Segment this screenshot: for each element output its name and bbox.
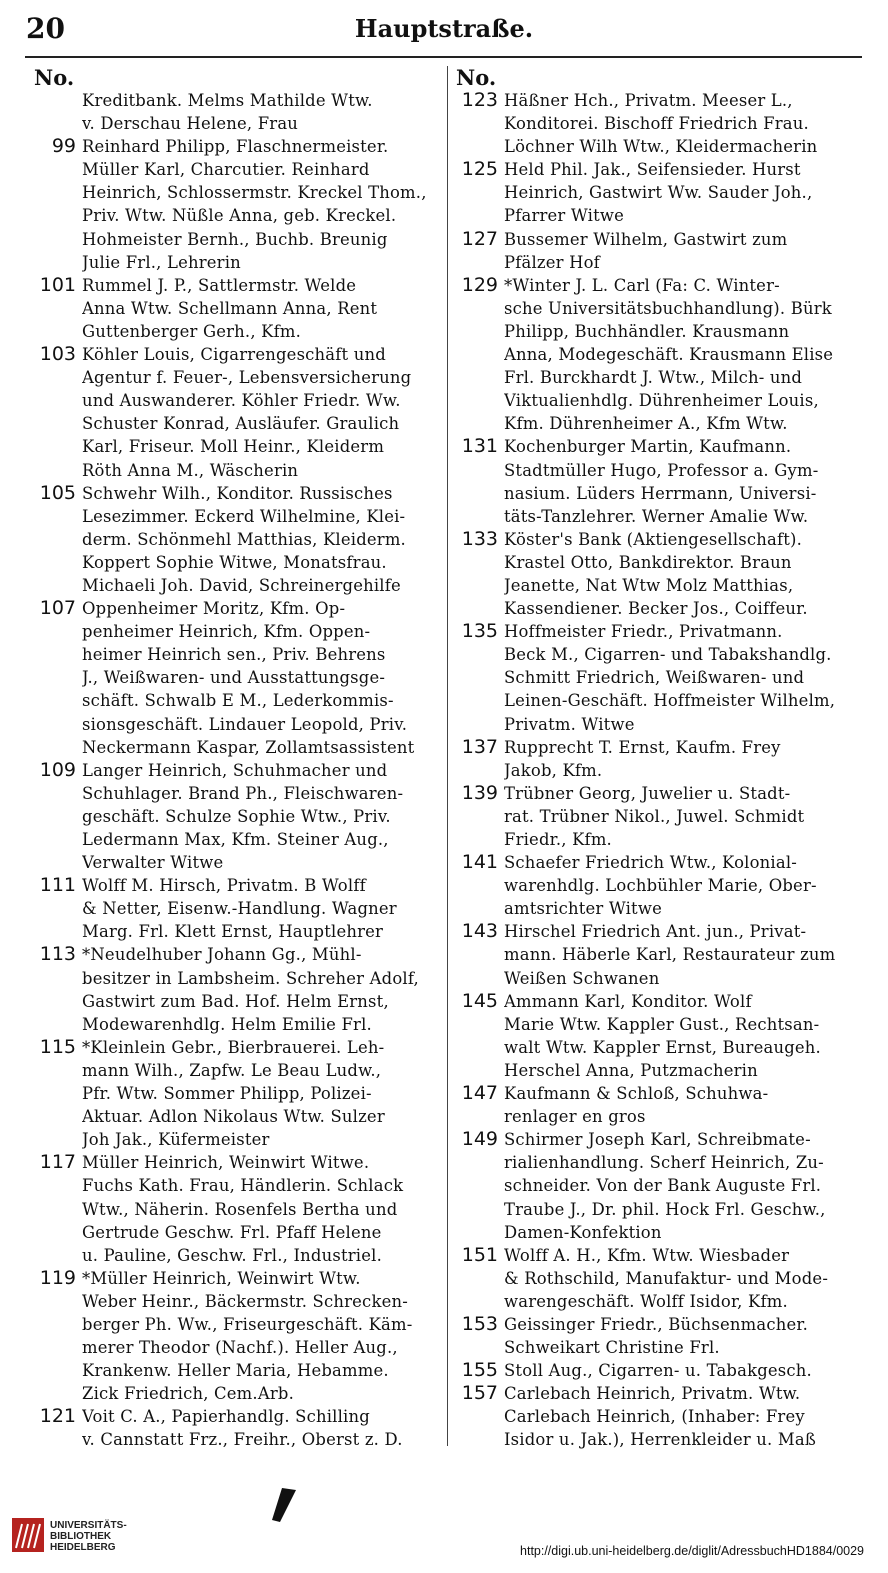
entry-line: amtsrichter Witwe [504, 899, 662, 919]
house-entry [452, 274, 864, 436]
entry-line: Guttenberger Gerh., Kfm. [82, 321, 302, 341]
entry-line: Michaeli Joh. David, Schreinergehilfe [82, 575, 401, 595]
entry-line: Bussemer Wilhelm, Gastwirt zum [504, 229, 788, 249]
house-entry [452, 1313, 864, 1359]
page-title: Hauptstraße. [354, 14, 534, 43]
house-entry [30, 759, 440, 874]
entry-line: Röth Anna M., Wäscherin [82, 460, 299, 480]
entry-line: walt Wtw. Kappler Ernst, Bureaugeh. [504, 1037, 821, 1057]
entry-text [504, 920, 864, 989]
entry-line: Traube J., Dr. phil. Hock Frl. Geschw., [504, 1199, 826, 1219]
entry-line: v. Derschau Helene, Frau [82, 114, 299, 134]
entry-line: Viktualienhdlg. Dührenheimer Louis, [504, 391, 819, 411]
entry-line: Zick Friedrich, Cem.Arb. [82, 1384, 294, 1404]
entry-text [504, 1082, 864, 1128]
house-number: 147 [461, 1082, 498, 1105]
entry-text [504, 620, 864, 735]
entry-line: Pfr. Wtw. Sommer Philipp, Polizei- [82, 1084, 372, 1104]
library-logo-icon [10, 1516, 46, 1554]
entry-line: mann Wilh., Zapfw. Le Beau Ludw., [82, 1060, 382, 1080]
entry-line: penheimer Heinrich, Kfm. Oppen- [82, 622, 371, 642]
entry-line: Heinrich, Schlossermstr. Kreckel Thom., [82, 183, 427, 203]
house-entry [452, 736, 864, 782]
entry-line: Wolff M. Hirsch, Privatm. B Wolff [82, 876, 366, 896]
house-entry [452, 435, 864, 527]
entry-text [504, 89, 864, 158]
entry-line: warengeschäft. Wolff Isidor, Kfm. [504, 1291, 788, 1311]
entry-line: Langer Heinrich, Schuhmacher und [82, 760, 388, 780]
entry-text [82, 1267, 440, 1406]
entry-line: Heinrich, Gastwirt Ww. Sauder Joh., [504, 183, 813, 203]
house-number: 137 [461, 735, 498, 758]
entry-line: Pfälzer Hof [504, 252, 600, 272]
entry-line: & Netter, Eisenw.-Handlung. Wagner [82, 899, 397, 919]
entry-line: Gastwirt zum Bad. Hof. Helm Ernst, [82, 991, 389, 1011]
house-entry [30, 874, 440, 943]
entry-line: Schwehr Wilh., Konditor. Russisches [82, 483, 393, 503]
entry-line: *Kleinlein Gebr., Bierbrauerei. Leh- [82, 1037, 385, 1057]
entry-text [82, 274, 440, 343]
header-rule [25, 56, 862, 58]
house-entry [452, 528, 864, 620]
entry-line: Schaefer Friedrich Wtw., Kolonial- [504, 853, 797, 873]
house-entry [30, 943, 440, 1035]
house-number: 121 [39, 1405, 76, 1428]
house-entry [452, 158, 864, 227]
house-entry [452, 228, 864, 274]
house-number: 131 [461, 435, 498, 458]
entry-line: Häßner Hch., Privatm. Meeser L., [504, 91, 793, 110]
house-number: 115 [39, 1035, 76, 1058]
entry-line: Carlebach Heinrich, Privatm. Wtw. [504, 1384, 801, 1404]
entry-line: Agentur f. Feuer-, Lebensversicherung [82, 368, 412, 388]
entry-line: Damen-Konfektion [504, 1222, 662, 1242]
entry-text [504, 782, 864, 851]
entry-line: Wolff A. H., Kfm. Wtw. Wiesbader [504, 1245, 790, 1265]
entry-line: rat. Trübner Nikol., Juwel. Schmidt [504, 806, 805, 826]
entry-line: Beck M., Cigarren- und Tabakshandlg. [504, 645, 832, 665]
entry-line: Modewarenhdlg. Helm Emilie Frl. [82, 1014, 372, 1034]
entry-line: schneider. Von der Bank Auguste Frl. [504, 1176, 822, 1196]
entry-line: u. Pauline, Geschw. Frl., Industriel. [82, 1245, 382, 1265]
entry-text [504, 851, 864, 920]
entry-line: Schuhlager. Brand Ph., Fleischwaren- [82, 783, 404, 803]
entry-text [504, 1359, 864, 1382]
house-number: 155 [461, 1359, 498, 1382]
house-number: 139 [461, 781, 498, 804]
library-name-line: UNIVERSITÄTS- [50, 1520, 127, 1531]
entry-line: Marie Wtw. Kappler Gust., Rechtsan- [504, 1014, 820, 1034]
entry-text [504, 1382, 864, 1451]
entry-line: Müller Karl, Charcutier. Reinhard [82, 160, 370, 180]
house-entry [452, 1128, 864, 1243]
entry-line: Rummel J. P., Sattlermstr. Welde [82, 275, 357, 295]
entry-line: Privatm. Witwe [504, 714, 635, 734]
column-label: No. [34, 65, 75, 90]
house-entry [30, 135, 440, 274]
entry-line: Held Phil. Jak., Seifensieder. Hurst [504, 160, 801, 180]
entry-line: Philipp, Buchhändler. Krausmann [504, 321, 790, 341]
entry-line: & Rothschild, Manufaktur- und Mode- [504, 1268, 829, 1288]
house-entry [30, 89, 440, 135]
house-entry [30, 1151, 440, 1266]
house-entry [30, 482, 440, 597]
entry-line: mann. Häberle Karl, Restaurateur zum [504, 945, 836, 965]
house-entry [452, 1382, 864, 1451]
entry-line: Weber Heinr., Bäckermstr. Schrecken- [82, 1291, 408, 1311]
column-label: No. [456, 65, 497, 90]
house-number: 129 [461, 273, 498, 296]
column-divider [447, 66, 448, 1446]
entry-line: Köster's Bank (Aktiengesellschaft). [504, 529, 803, 549]
house-entry [452, 920, 864, 989]
entry-line: Weißen Schwanen [504, 968, 660, 988]
entry-line: Karl, Friseur. Moll Heinr., Kleiderm [82, 437, 385, 457]
entry-line: Löchner Wilh Wtw., Kleidermacherin [504, 137, 818, 157]
entry-line: Fuchs Kath. Frau, Händlerin. Schlack [82, 1176, 404, 1196]
house-entry [452, 1082, 864, 1128]
entry-line: warenhdlg. Lochbühler Marie, Ober- [504, 876, 817, 896]
house-number: 149 [461, 1128, 498, 1151]
entry-line: Marg. Frl. Klett Ernst, Hauptlehrer [82, 922, 384, 942]
entry-line: *Neudelhuber Johann Gg., Mühl- [82, 945, 362, 965]
entry-line: Konditorei. Bischoff Friedrich Frau. [504, 114, 809, 134]
right-entries [452, 89, 864, 1452]
house-number: 105 [39, 481, 76, 504]
entry-text [82, 89, 440, 135]
entry-line: Julie Frl., Lehrerin [82, 252, 241, 272]
house-entry [30, 1036, 440, 1151]
entry-text [504, 435, 864, 527]
house-number: 103 [39, 343, 76, 366]
entry-text [504, 1244, 864, 1313]
entry-line: geschäft. Schulze Sophie Wtw., Priv. [82, 806, 391, 826]
entry-text [504, 274, 864, 436]
library-name [50, 1520, 127, 1553]
entry-line: Anna Wtw. Schellmann Anna, Rent [82, 298, 378, 318]
entry-line: Schuster Konrad, Ausläufer. Graulich [82, 414, 400, 434]
house-number: 141 [461, 851, 498, 874]
entry-line: Hohmeister Bernh., Buchb. Breunig [82, 229, 388, 249]
house-number: 127 [461, 227, 498, 250]
entry-text [82, 482, 440, 597]
entry-line: Schweikart Christine Frl. [504, 1338, 720, 1358]
house-number: 109 [39, 758, 76, 781]
entry-line: Gertrude Geschw. Frl. Pfaff Helene [82, 1222, 382, 1242]
entry-line: Kfm. Dührenheimer A., Kfm Wtw. [504, 414, 788, 434]
entry-line: Anna, Modegeschäft. Krausmann Elise [504, 345, 834, 365]
entry-text [504, 736, 864, 782]
entry-line: nasium. Lüders Herrmann, Universi- [504, 483, 817, 503]
house-number: 151 [461, 1243, 498, 1266]
house-number: 135 [461, 620, 498, 643]
entry-line: Schirmer Joseph Karl, Schreibmate- [504, 1130, 811, 1150]
page-number: 20 [26, 12, 65, 45]
house-entry [452, 1359, 864, 1382]
house-entry [30, 597, 440, 759]
entry-line: sche Universitätsbuchhandlung). Bürk [504, 298, 832, 318]
house-number: 153 [461, 1312, 498, 1335]
house-number: 143 [461, 920, 498, 943]
entry-line: Hoffmeister Friedr., Privatmann. [504, 622, 783, 642]
entry-line: Isidor u. Jak.), Herrenkleider u. Maß [504, 1430, 816, 1450]
entry-text [504, 158, 864, 227]
house-entry [452, 990, 864, 1082]
entry-line: täts-Tanzlehrer. Werner Amalie Ww. [504, 506, 809, 526]
entry-line: rialienhandlung. Scherf Heinrich, Zu- [504, 1153, 824, 1173]
entry-text [504, 1128, 864, 1243]
entry-line: Kochenburger Martin, Kaufmann. [504, 437, 792, 457]
library-name-line: HEIDELBERG [50, 1542, 116, 1553]
entry-line: Stadtmüller Hugo, Professor a. Gym- [504, 460, 819, 480]
entry-line: Jakob, Kfm. [504, 760, 603, 780]
entry-line: Leinen-Geschäft. Hoffmeister Wilhelm, [504, 691, 836, 711]
entry-line: Wtw., Näherin. Rosenfels Bertha und [82, 1199, 398, 1219]
entry-line: heimer Heinrich sen., Priv. Behrens [82, 645, 386, 665]
entry-text [82, 135, 440, 274]
entry-line: berger Ph. Ww., Friseurgeschäft. Käm- [82, 1314, 413, 1334]
entry-line: Hirschel Friedrich Ant. jun., Privat- [504, 922, 807, 942]
entry-text [82, 1036, 440, 1151]
entry-text [504, 528, 864, 620]
entry-line: Müller Heinrich, Weinwirt Witwe. [82, 1153, 370, 1173]
entry-line: Friedr., Kfm. [504, 830, 612, 849]
entry-line: Trübner Georg, Juwelier u. Stadt- [504, 783, 791, 803]
house-entry [30, 274, 440, 343]
house-entry [452, 89, 864, 158]
house-number: 145 [461, 989, 498, 1012]
entry-line: Kassendiener. Becker Jos., Coiffeur. [504, 599, 808, 619]
entry-line: *Müller Heinrich, Weinwirt Wtw. [82, 1268, 361, 1288]
entry-text [82, 343, 440, 482]
entry-line: Köhler Louis, Cigarrengeschäft und [82, 345, 386, 365]
entry-line: *Winter J. L. Carl (Fa: C. Winter- [504, 275, 780, 295]
entry-line: besitzer in Lambsheim. Schreher Adolf, [82, 968, 419, 988]
entry-line: Aktuar. Adlon Nikolaus Wtw. Sulzer [82, 1107, 385, 1127]
entry-line: Neckermann Kaspar, Zollamtsassistent [82, 737, 415, 757]
house-entry [452, 1244, 864, 1313]
entry-line: Jeanette, Nat Wtw Molz Matthias, [504, 575, 794, 595]
entry-line: Carlebach Heinrich, (Inhaber: Frey [504, 1407, 805, 1427]
house-entry [452, 620, 864, 735]
entry-line: J., Weißwaren- und Ausstattungsge- [82, 668, 386, 688]
entry-text [504, 228, 864, 274]
house-number: 117 [39, 1151, 76, 1174]
entry-line: Ammann Karl, Konditor. Wolf [504, 991, 752, 1011]
house-entry [452, 851, 864, 920]
house-number: 101 [39, 273, 76, 296]
entry-line: schäft. Schwalb E M., Lederkommis- [82, 691, 394, 711]
house-number: 133 [461, 527, 498, 550]
house-number: 111 [39, 874, 76, 897]
entry-line: renlager en gros [504, 1107, 646, 1127]
entry-text [504, 990, 864, 1082]
entry-line: derm. Schönmehl Matthias, Kleiderm. [82, 529, 406, 549]
entry-line: sionsgeschäft. Lindauer Leopold, Priv. [82, 714, 408, 734]
entry-line: v. Cannstatt Frz., Freihr., Oberst z. D. [82, 1430, 403, 1450]
entry-text [82, 943, 440, 1035]
entry-text [82, 597, 440, 759]
entry-line: Kreditbank. Melms Mathilde Wtw. [82, 91, 373, 110]
entry-line: und Auswanderer. Köhler Friedr. Ww. [82, 391, 401, 411]
entry-line: Herschel Anna, Putzmacherin [504, 1060, 758, 1080]
left-column [30, 66, 440, 1452]
entry-line: Reinhard Philipp, Flaschnermeister. [82, 137, 389, 157]
house-entry [30, 343, 440, 482]
house-number: 99 [51, 135, 76, 158]
entry-text [82, 874, 440, 943]
house-number: 113 [39, 943, 76, 966]
left-entries [30, 89, 440, 1452]
entry-line: Rupprecht T. Ernst, Kaufm. Frey [504, 737, 781, 757]
source-url-link[interactable]: http://digi.ub.uni-heidelberg.de/diglit/AdressbuchHD1884/0029 [520, 1544, 864, 1558]
entry-line: Koppert Sophie Witwe, Monatsfrau. [82, 552, 387, 572]
entry-line: Ledermann Max, Kfm. Steiner Aug., [82, 830, 389, 849]
entry-line: merer Theodor (Nachf.). Heller Aug., [82, 1338, 398, 1358]
entry-line: Schmitt Friedrich, Weißwaren- und [504, 668, 805, 688]
entry-line: Stoll Aug., Cigarren- u. Tabakgesch. [504, 1361, 812, 1381]
ink-mark [266, 1486, 306, 1526]
entry-line: Kaufmann & Schloß, Schuhwa- [504, 1084, 769, 1104]
entry-line: Frl. Burckhardt J. Wtw., Milch- und [504, 368, 803, 388]
house-entry [30, 1405, 440, 1451]
entry-line: Krankenw. Heller Maria, Hebamme. [82, 1361, 389, 1381]
entry-text [82, 1405, 440, 1451]
house-number: 119 [39, 1266, 76, 1289]
house-number: 157 [461, 1382, 498, 1405]
entry-line: Joh Jak., Küfermeister [82, 1130, 270, 1150]
entry-line: Verwalter Witwe [82, 853, 224, 873]
right-column [452, 66, 864, 1452]
entry-line: Lesezimmer. Eckerd Wilhelmine, Klei- [82, 506, 406, 526]
library-name-line: BIBLIOTHEK [50, 1531, 112, 1542]
entry-text [504, 1313, 864, 1359]
house-number: 107 [39, 597, 76, 620]
entry-text [82, 1151, 440, 1266]
entry-line: Pfarrer Witwe [504, 206, 624, 226]
entry-line: Oppenheimer Moritz, Kfm. Op- [82, 599, 346, 619]
entry-line: Voit C. A., Papierhandlg. Schilling [82, 1407, 370, 1427]
house-entry [30, 1267, 440, 1406]
house-entry [452, 782, 864, 851]
house-number: 123 [461, 89, 498, 111]
house-number: 125 [461, 158, 498, 181]
entry-line: Krastel Otto, Bankdirektor. Braun [504, 552, 792, 572]
entry-line: Geissinger Friedr., Büchsenmacher. [504, 1314, 808, 1334]
entry-line: Priv. Wtw. Nüßle Anna, geb. Kreckel. [82, 206, 397, 226]
entry-text [82, 759, 440, 874]
